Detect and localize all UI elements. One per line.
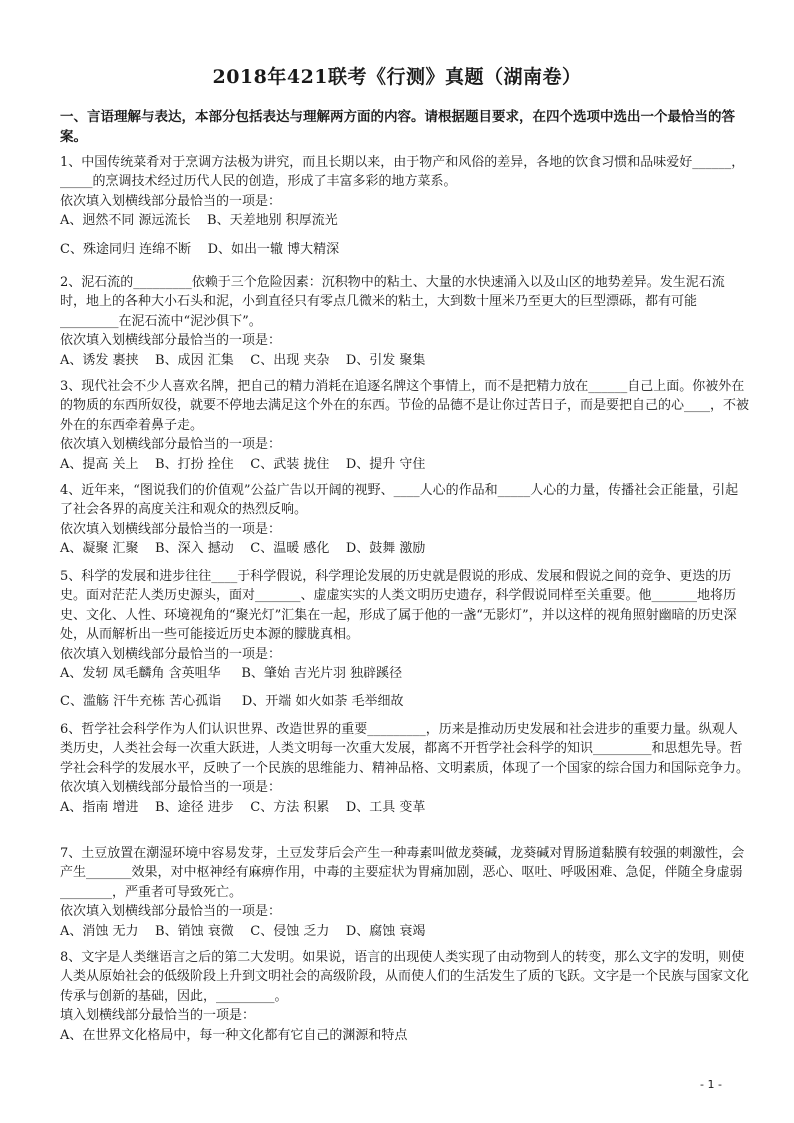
question-stem: 8、文字是人类继语言之后的第二大发明。如果说，语言的出现使人类实现了由动物到人的转变，那么文字的发明，则使人类从原始社会的低级阶段上升到文明社会的高级阶段，从而使人们的生活发生了质的飞跃。文字是一个民族与国家文化传承与创新的基础，因此，_________。 xyxy=(60,950,750,1004)
question-prompt: 依次填入划横线部分最恰当的一项是： xyxy=(60,780,282,796)
question-7 xyxy=(60,844,750,941)
question-options: A、迥然不同 源远流长 B、天差地别 积厚流光 xyxy=(60,213,338,229)
question-6 xyxy=(60,720,750,817)
question-stem: 5、科学的发展和进步往往____于科学假说，科学理论发展的历史就是假说的形成、发展和假说之间的竞争、更迭的历史。面对茫茫人类历史源头，面对_______、虚虚实实的人类文明历史遗存，科学假说同样至关重要。他_______地将历史、文化、人性、环境视角的“聚光灯”汇集在一起，形成了属于他的一盏“无影灯”，并以这样的视角照射幽暗的历史深处，从而解析出一些可能接近历史本源的朦胧真相。 xyxy=(60,569,737,643)
question-2 xyxy=(60,273,750,370)
question-prompt: 依次填入划横线部分最恰当的一项是： xyxy=(60,904,282,920)
question-options: A、凝聚 汇聚 B、深入 撼动 C、温暖 感化 D、鼓舞 激励 xyxy=(60,541,426,557)
question-options: A、诱发 裹挟 B、成因 汇集 C、出现 夹杂 D、引发 聚集 xyxy=(60,352,426,368)
section-instructions: 一、言语理解与表达，本部分包括表达与理解两方面的内容。请根据题目要求，在四个选项中选出一个最恰当的答案。 xyxy=(60,109,735,145)
question-options: A、在世界文化格局中，每一种文化都有它自己的渊源和特点 xyxy=(60,1027,408,1043)
question-stem: 2、泥石流的_________依赖于三个危险因素：沉积物中的粘土、大量的水快速涌入以及山区的地势差异。发生泥石流时，地上的各种大小石头和泥，小到直径只有零点几微米的粘土，大到数十厘米乃至更大的巨型漂砾，都有可能_________在泥石流中“泥沙俱下”。 xyxy=(60,275,725,329)
question-prompt: 填入划横线部分最恰当的一项是： xyxy=(60,1008,256,1024)
question-prompt: 依次填入划横线部分最恰当的一项是： xyxy=(60,437,282,453)
question-5 xyxy=(60,567,750,712)
question-options: C、滥觞 汗牛充栋 苦心孤诣 D、开端 如火如荼 毛举细故 xyxy=(60,694,404,710)
question-3 xyxy=(60,377,750,474)
question-prompt: 依次填入划横线部分最恰当的一项是： xyxy=(60,333,282,349)
question-options: C、殊途同归 连绵不断 D、如出一辙 博大精深 xyxy=(60,241,340,257)
question-stem: 3、现代社会不少人喜欢名牌，把自己的精力消耗在追逐名牌这个事情上，而不是把精力放在______自己上面。你被外在的物质的东西所奴役，就要不停地去满足这个外在的东西。节俭的品德不是让你过苦日子，而是要把自己的心____，不被外在的东西牵着鼻子走。 xyxy=(60,379,750,433)
question-options: A、提高 关上 B、打扮 拴住 C、武装 拢住 D、提升 守住 xyxy=(60,456,426,472)
question-prompt: 依次填入划横线部分最恰当的一项是： xyxy=(60,193,282,209)
document-title: 2018年421联考《行测》真题（湖南卷） xyxy=(212,66,582,88)
question-stem: 7、土豆放置在潮湿环境中容易发芽，土豆发芽后会产生一种毒素叫做龙葵碱，龙葵碱对胃肠道黏膜有较强的刺激性，会产生_______效果，对中枢神经有麻痹作用，中毒的主要症状为胃痛加剧，恶心、呕吐、呼吸困难、急促，伴随全身虚弱________，严重者可导致死亡。 xyxy=(60,846,745,900)
question-options: A、指南 增进 B、途径 进步 C、方法 积累 D、工具 变革 xyxy=(60,799,426,815)
question-4 xyxy=(60,481,750,559)
page-number: - 1 - xyxy=(700,1078,722,1091)
question-stem: 4、近年来，“图说我们的价值观”公益广告以开阔的视野、____人心的作品和_____人心的力量，传播社会正能量，引起了社会各界的高度关注和观众的热烈反响。 xyxy=(60,483,739,518)
question-prompt: 依次填入划横线部分最恰当的一项是： xyxy=(60,646,282,662)
question-8 xyxy=(60,948,750,1045)
question-options: A、消蚀 无力 B、销蚀 衰微 C、侵蚀 乏力 D、腐蚀 衰竭 xyxy=(60,923,426,939)
question-stem: 6、哲学社会科学作为人们认识世界、改造世界的重要_________，历来是推动历史发展和社会进步的重要力量。纵观人类历史，人类社会每一次重大跃进，人类文明每一次重大发展，都离不开哲学社会科学的知识_________和思想先导。哲学社会科学的发展水平，反映了一个民族的思维能力、精神品格、文明素质，体现了一个国家的综合国力和国际竞争力。 xyxy=(60,722,750,776)
question-prompt: 依次填入划横线部分最恰当的一项是： xyxy=(60,521,282,537)
question-stem: 1、中国传统菜肴对于烹调方法极为讲究，而且长期以来，由于物产和风俗的差异，各地的饮食习惯和品味爱好______，_____的烹调技术经过历代人民的创造，形成了丰富多彩的地方菜系。 xyxy=(60,155,745,190)
question-1 xyxy=(60,153,750,259)
question-options: A、发轫 凤毛麟角 含英咀华 B、肇始 吉光片羽 独辟蹊径 xyxy=(60,666,403,682)
